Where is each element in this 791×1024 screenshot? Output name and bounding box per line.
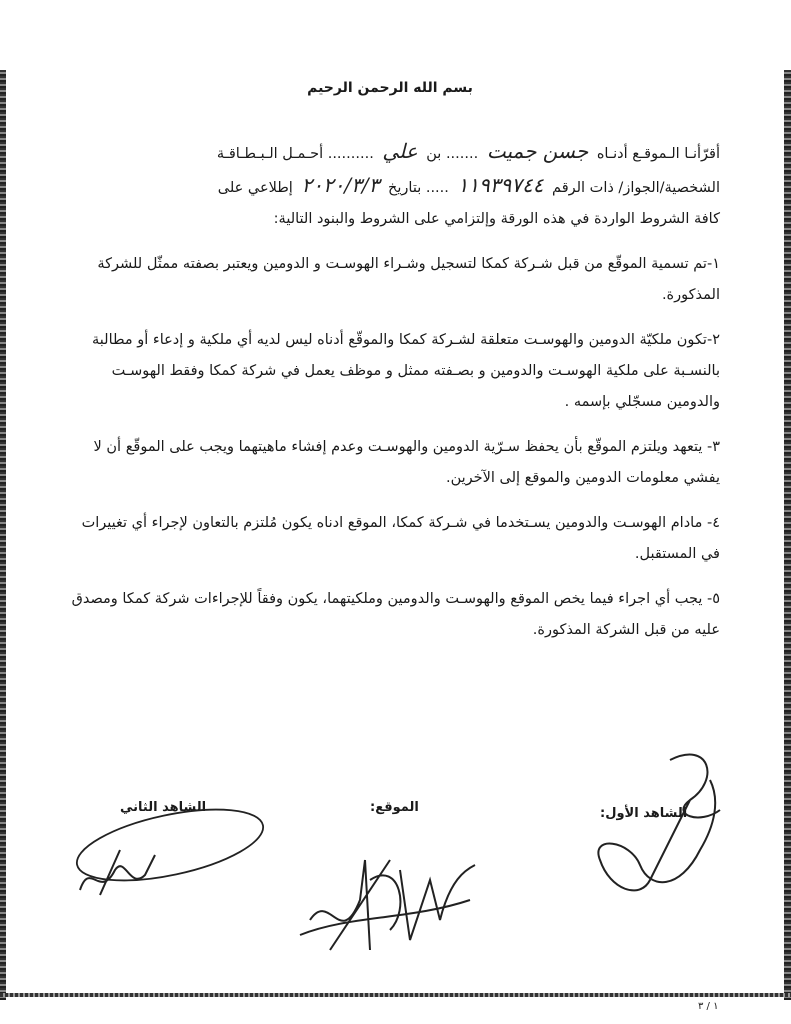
handwritten-father-name: علي: [382, 139, 418, 163]
intro-text: إطلاعي على: [217, 180, 293, 196]
second-witness-signature: [60, 800, 260, 910]
intro-text: بتاريخ: [388, 180, 422, 196]
clause-1: [60, 249, 720, 311]
first-witness-label: الشاهد الأول:: [600, 806, 688, 821]
fill-dots: ..........: [327, 146, 374, 162]
clause-text: ٤- مادام الهوسـت والدومين يسـتخدما في شـركة كمكا، الموقع ادناه يكون مُلتزم بالتعاون لإجراء أي تغييرات في المستقبل.: [81, 515, 720, 562]
page-number: ١ / ٣: [698, 1001, 719, 1012]
first-witness-signature: [570, 740, 740, 910]
handwritten-name: جسن جميت: [486, 139, 589, 163]
signer-signature: [270, 820, 490, 970]
signer-label: الموقع:: [370, 800, 419, 815]
clause-3: [60, 432, 720, 494]
intro-line-2: [60, 170, 720, 204]
clause-2: [60, 325, 720, 418]
declaration-intro: [60, 136, 720, 235]
document-body: [60, 80, 720, 646]
signature-block: [0, 800, 791, 990]
intro-text: أحـمـل الـبـطـاقـة: [216, 146, 324, 162]
second-witness-label: الشاهد الثاني: [120, 800, 207, 815]
clause-4: [60, 508, 720, 570]
fill-dots: .......: [445, 146, 479, 162]
clause-text: ٥- يجب أي اجراء فيما يخص الموقع والهوسـت والدومين وملكيتهما، يكون وفقاً للإجراءات شركة كمكا ومصدق عليه من قبل الشركة المذكورة.: [71, 591, 720, 638]
clause-text: ٣- يتعهد ويلتزم الموقّع بأن يحفظ سـرّية الدومين والهوسـت وعدم إفشاء ماهيتهما ويجب على الموقّع أن لا يفشي معلومات الدومين والموقع إلى الآخرين.: [93, 439, 720, 486]
basmala-heading: بسم الله الرحمن الرحيم: [307, 80, 473, 96]
intro-text: أقرّأنـا الـموقـع أدنـاه: [596, 146, 720, 162]
intro-text: الشخصية/الجواز/ ذات الرقم: [552, 180, 720, 196]
scan-edge-bottom: [0, 993, 791, 997]
handwritten-id-number: ١١٩٣٩٧٤٤: [457, 173, 544, 197]
fill-dots: .....: [425, 180, 449, 196]
handwritten-date: ٢٠٢٠/٣/٣: [301, 173, 380, 197]
clause-text: ١-تم تسمية الموقّع من قبل شـركة كمكا لتسجيل وشـراء الهوسـت و الدومين ويعتبر بصفته ممثّل للشركة المذكورة.: [97, 256, 720, 303]
intro-text: بن: [426, 146, 442, 162]
intro-line-3: كافة الشروط الواردة في هذه الورقة وإلتزامي على الشروط والبنود التالية:: [273, 211, 720, 227]
clause-5: [60, 584, 720, 646]
clause-text: ٢-تكون ملكيّة الدومين والهوسـت متعلقة لشـركة كمكا والموقّع أدناه ليس لديه أي ملكية و إدعاء أو مطالبة بالنسـبة على ملكية الهوسـت والدومين و بصـفته ممثل و موظف يعمل في شركة كمكا وفقط الهوسـت والدومين مسجّلي بإسمه .: [92, 332, 720, 410]
intro-line-1: [60, 136, 720, 170]
